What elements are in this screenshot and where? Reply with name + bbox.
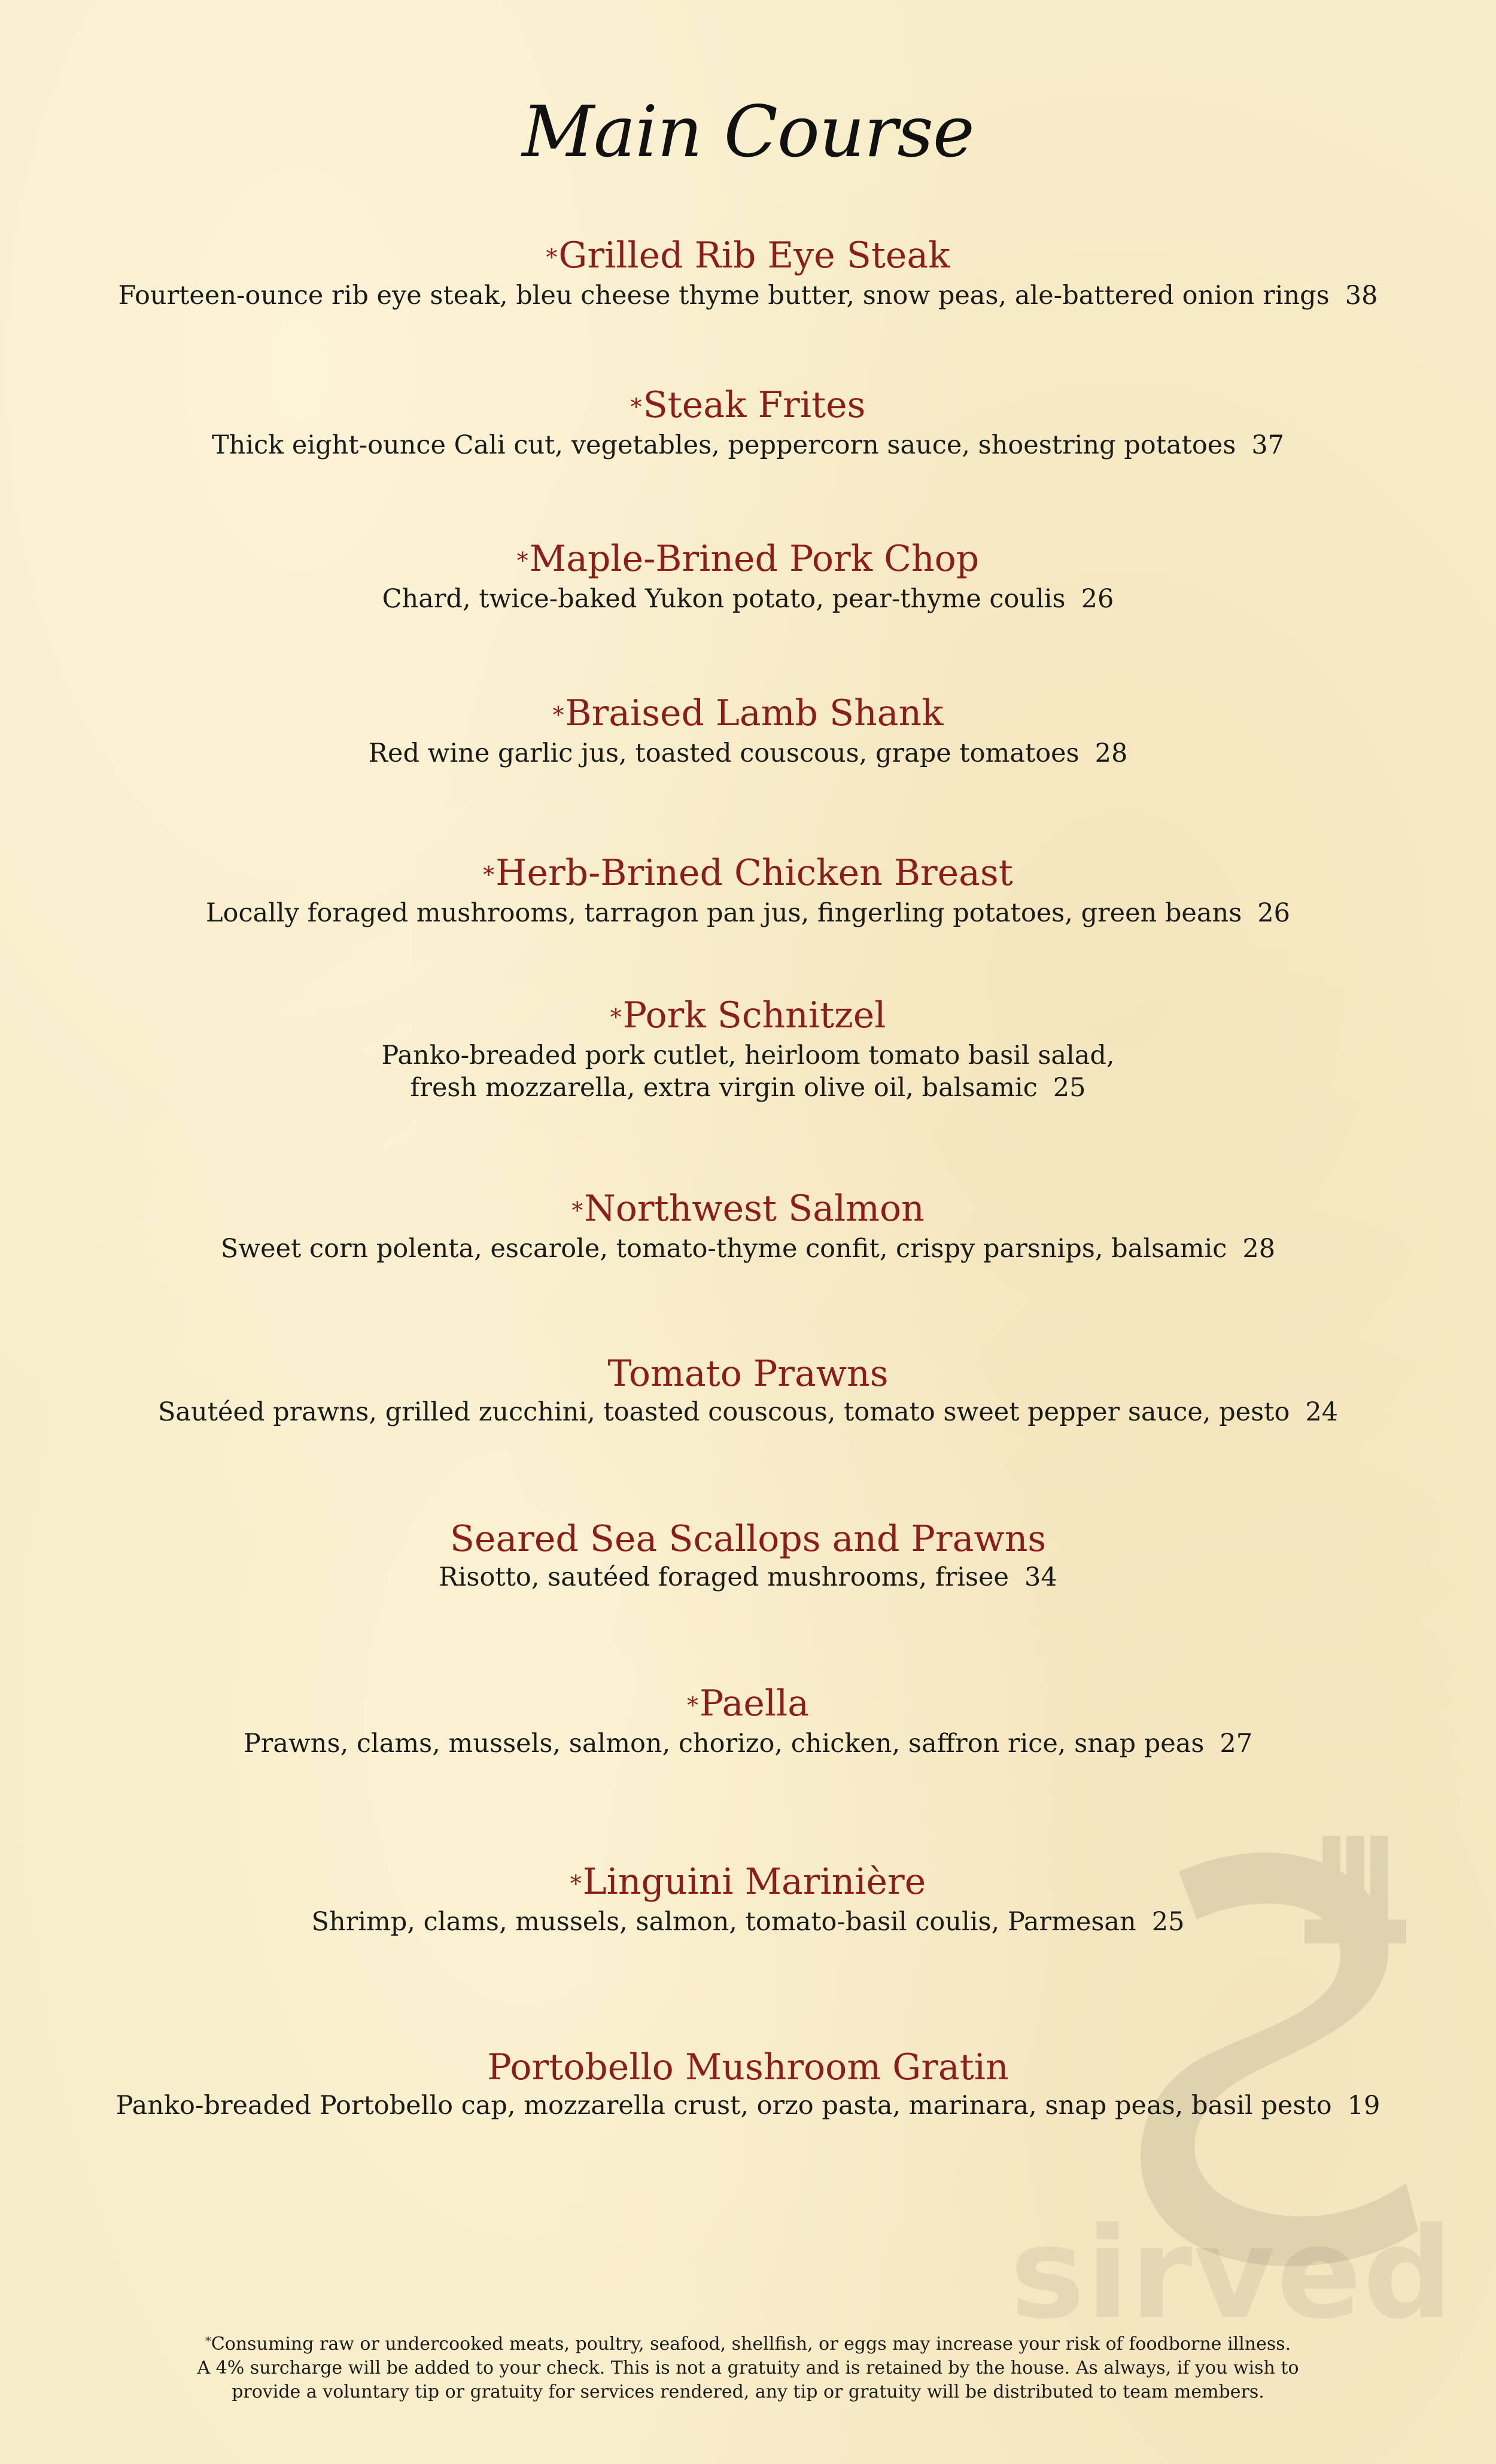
menu-item-name-text: Braised Lamb Shank (565, 692, 944, 734)
menu-item-price: 28 (1242, 1234, 1276, 1264)
menu-item-description (0, 1561, 1496, 1593)
menu-item (0, 851, 1496, 929)
menu-item-star: * (571, 1197, 583, 1224)
menu-item-name (0, 1681, 1496, 1727)
menu-item (0, 691, 1496, 769)
menu-item-description (0, 1233, 1496, 1265)
menu-item-name-text: Steak Frites (643, 384, 866, 426)
menu-item-description-text: Panko-breaded pork cutlet, heirloom tomato basil salad, (381, 1041, 1115, 1070)
footnote-star: * (205, 2334, 211, 2348)
footnote-line-3: provide a voluntary tip or gratuity for services rendered, any tip or gratuity will be distributed to team members. (232, 2381, 1264, 2402)
menu-item-name (0, 691, 1496, 737)
menu-item-description-text: fresh mozzarella, extra virgin olive oil, balsamic (410, 1073, 1038, 1103)
menu-item-description (0, 1906, 1496, 1938)
watermark-logo-text: sirved (1010, 2200, 1454, 2347)
menu-item-description-text: Chard, twice-baked Yukon potato, pear-thyme coulis (382, 584, 1066, 614)
menu-item-name (0, 1860, 1496, 1906)
menu-item-name-text: Pork Schnitzel (622, 994, 886, 1036)
menu-item-description (0, 737, 1496, 769)
menu-item-star: * (546, 244, 558, 270)
menu-item-price: 27 (1220, 1729, 1253, 1759)
menu-item (0, 1860, 1496, 1938)
menu-item-price: 24 (1305, 1397, 1339, 1427)
menu-item-description (0, 279, 1496, 312)
menu-item-price: 19 (1347, 2091, 1381, 2121)
menu-item-description-text: Shrimp, clams, mussels, salmon, tomato-basil coulis, Parmesan (311, 1907, 1136, 1937)
menu-item-name-text: Portobello Mushroom Gratin (487, 2046, 1009, 2088)
menu-item-name-text: Grilled Rib Eye Steak (558, 235, 950, 276)
menu-item-star: * (483, 862, 495, 888)
footnote-line-2: A 4% surcharge will be added to your check. This is not a gratuity and is retained by the house. As always, if you wish to (197, 2357, 1299, 2378)
footnote (0, 2329, 1496, 2404)
menu-item-star: * (516, 547, 528, 574)
menu-item-name-text: Maple-Brined Pork Chop (529, 538, 980, 580)
menu-item-star: * (686, 1692, 698, 1718)
menu-item-description-text: Locally foraged mushrooms, tarragon pan jus, fingerling potatoes, green beans (206, 898, 1242, 928)
menu-item-name (0, 537, 1496, 583)
menu-item-description (0, 1727, 1496, 1760)
menu-item-star: * (630, 394, 642, 420)
menu-item-name (0, 1187, 1496, 1233)
menu-item-name (0, 993, 1496, 1039)
menu-item-price: 26 (1081, 584, 1114, 614)
menu-item-star: * (552, 702, 564, 728)
menu-item-name (0, 2045, 1496, 2089)
menu-item-description (0, 1072, 1496, 1104)
menu-item-description-text: Red wine garlic jus, toasted couscous, grape tomatoes (368, 738, 1080, 768)
menu-item (0, 537, 1496, 615)
menu-item-description (0, 583, 1496, 615)
menu-item (0, 1681, 1496, 1760)
menu-item-star: * (570, 1870, 582, 1897)
menu-item-description-text: Prawns, clams, mussels, salmon, chorizo, chicken, saffron rice, snap peas (243, 1729, 1205, 1759)
menu-item-price: 25 (1151, 1907, 1185, 1937)
menu-item-description (0, 429, 1496, 461)
menu-item (0, 993, 1496, 1104)
menu-item-description-text: Fourteen-ounce rib eye steak, bleu cheese thyme butter, snow peas, ale-battered onion rings (118, 281, 1330, 311)
menu-item-price: 28 (1094, 738, 1128, 768)
footnote-line-1 (0, 2329, 1496, 2356)
menu-item-price: 25 (1053, 1073, 1086, 1103)
menu-item-price: 26 (1257, 898, 1290, 928)
menu-item-name (0, 233, 1496, 279)
menu-item-name (0, 383, 1496, 429)
menu-item-description (0, 1396, 1496, 1428)
menu-item-description-text: Sweet corn polenta, escarole, tomato-thyme confit, crispy parsnips, balsamic (220, 1234, 1227, 1264)
menu-item-name-text: Seared Sea Scallops and Prawns (449, 1518, 1047, 1560)
menu-item (0, 233, 1496, 312)
menu-item-price: 34 (1024, 1562, 1057, 1592)
page-title: Main Course (522, 90, 974, 173)
menu-item-description-text: Risotto, sautéed foraged mushrooms, frisee (439, 1562, 1009, 1592)
menu-item-name-text: Tomato Prawns (607, 1353, 889, 1395)
menu-item-name-text: Northwest Salmon (584, 1188, 925, 1230)
menu-item-name-text: Linguini Marinière (582, 1861, 926, 1903)
menu-item (0, 1352, 1496, 1428)
menu-item-description (0, 897, 1496, 929)
menu-item-price: 38 (1345, 281, 1378, 311)
menu-item (0, 2045, 1496, 2122)
menu-item-name (0, 1517, 1496, 1561)
menu-item-star: * (610, 1004, 622, 1030)
menu-item-description-text: Panko-breaded Portobello cap, mozzarella crust, orzo pasta, marinara, snap peas, basil pesto (115, 2091, 1332, 2121)
menu-item-price: 37 (1251, 430, 1285, 460)
menu-item (0, 1517, 1496, 1593)
menu-item-description-text: Thick eight-ounce Cali cut, vegetables, peppercorn sauce, shoestring potatoes (211, 430, 1236, 460)
menu-item-description (0, 2089, 1496, 2122)
menu-item-name (0, 1352, 1496, 1396)
footnote-text-1: Consuming raw or undercooked meats, poultry, seafood, shellfish, or eggs may increase your risk of foodborne illness. (211, 2334, 1291, 2355)
menu-item-description-text: Sautéed prawns, grilled zucchini, toasted couscous, tomato sweet pepper sauce, pesto (157, 1397, 1290, 1427)
menu-item (0, 1187, 1496, 1265)
menu-item (0, 383, 1496, 461)
menu-item-name-text: Paella (699, 1683, 810, 1724)
menu-item-name (0, 851, 1496, 897)
menu-item-name-text: Herb-Brined Chicken Breast (495, 852, 1013, 894)
menu-item-description (0, 1039, 1496, 1072)
